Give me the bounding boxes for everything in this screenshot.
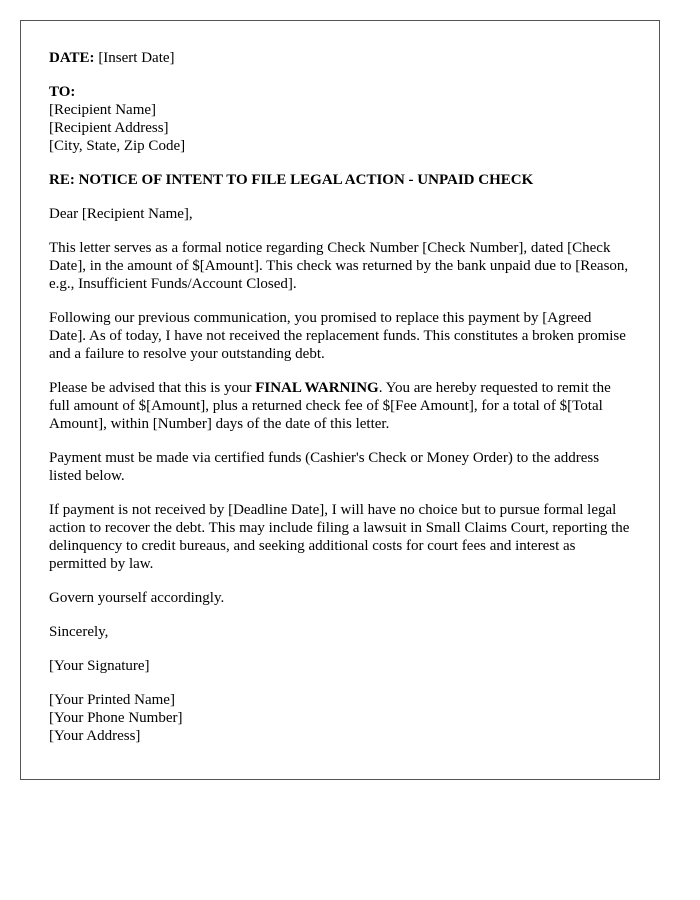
final-warning-details: . You are hereby requested to remit the full amount of $[Amount], plus a returned check fee of $[Fee Amount], for a total of $[Total Amount], within [Number] days of the date of this letter. [49,380,611,432]
final-warning-text: FINAL WARNING [255,380,379,396]
body-paragraph-6: Govern yourself accordingly. [49,590,225,606]
sender-address: [Your Address] [49,728,141,744]
date-value: [Insert Date] [94,50,175,66]
subject-line: RE: NOTICE OF INTENT TO FILE LEGAL ACTION - UNPAID CHECK [49,172,534,188]
signature: [Your Signature] [49,658,150,674]
body-paragraph-3 [49,379,631,433]
to-label: TO: [49,84,76,100]
final-warning-intro: Please be advised that this is your [49,380,256,396]
body-paragraph-5: If payment is not received by [Deadline Date], I will have no choice but to pursue formal legal action to recover the debt. This may include filing a lawsuit in Small Claims Court, reporting the delinquency to credit bureaus, and seeking additional costs for court fees and interest as permitted by law. [49,502,630,572]
recipient-city-state-zip: [City, State, Zip Code] [49,138,186,154]
body-paragraph-4: Payment must be made via certified funds (Cashier's Check or Money Order) to the address listed below. [49,450,600,484]
salutation: Dear [Recipient Name], [49,206,193,222]
date-line [49,49,631,67]
recipient-block [49,83,631,155]
sender-phone-number: [Your Phone Number] [49,710,183,726]
recipient-name: [Recipient Name] [49,102,157,118]
date-label: DATE: [49,50,95,66]
sender-block [49,691,631,745]
letter-document [20,20,660,780]
sender-printed-name: [Your Printed Name] [49,692,175,708]
body-paragraph-2: Following our previous communication, you promised to replace this payment by [Agreed Date]. As of today, I have not received the replacement funds. This constitutes a broken promise and a failure to resolve your outstanding debt. [49,310,626,362]
recipient-address: [Recipient Address] [49,120,169,136]
closing: Sincerely, [49,624,109,640]
body-paragraph-1: This letter serves as a formal notice regarding Check Number [Check Number], dated [Check Date], in the amount of $[Amount]. This check was returned by the bank unpaid due to [Reason, e.g., Insufficient Funds/Account Closed]. [49,240,629,292]
